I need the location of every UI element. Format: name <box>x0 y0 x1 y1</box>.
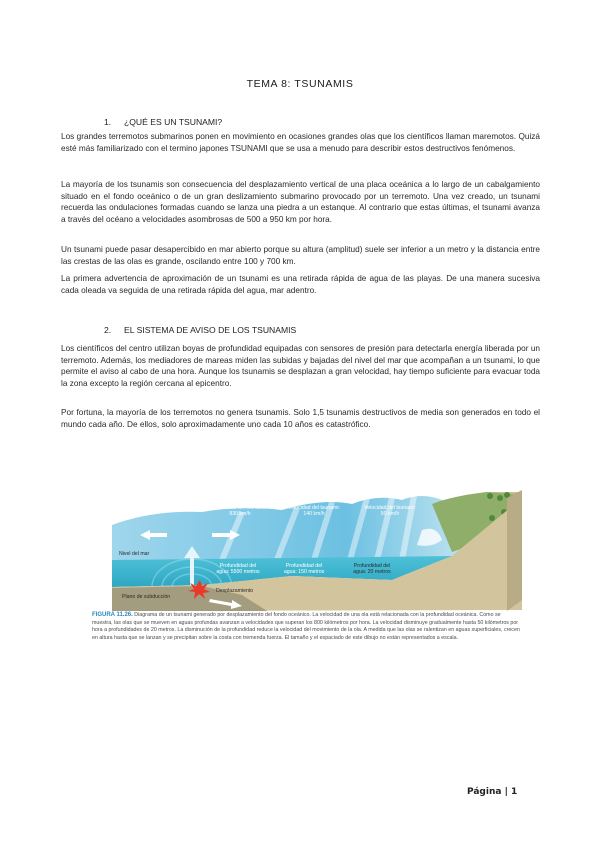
label-depth-1: Profundidad del agua: 5500 metros <box>216 563 260 575</box>
section-heading-2 <box>104 325 296 335</box>
paragraph: Un tsunami puede pasar desapercibido en mar abierto porque su altura (amplitud) suele ser inferior a un metro y la distancia entre las crestas de las olas es grande, oscilando entre 100 y 700 km. <box>61 245 540 266</box>
paragraph: La primera advertencia de aproximación de un tsunami es una retirada rápida de agua de las playas. De una manera sucesiva cada oleada va seguida de una retirada rápida del agua, mar adentro. <box>61 274 540 295</box>
tsunami-diagram <box>92 490 522 611</box>
page-title: TEMA 8: TSUNAMIS <box>246 78 354 90</box>
figure-caption-text: Diagrama de un tsunami generado por desplazamiento del fondo oceánico. La velocidad de una ola está relacionada con la profundidad oceánica. Como se muestra, las olas que se mueven en aguas profundas avanzan a velocidades que superan los 800 kilómetros por hora. La velocidad disminuye gradualmente hasta 50 kilómetros por hora a profundidades de 20 metros. La disminución de la profundidad reduce la velocidad del movimiento de la ola. A medida que las olas se ralentizan en aguas superficiales, crecen en altura hasta que se lanzan y se precipitan sobre la costa con tremenda fuerza. El tamaño y el espaciado de este dibujo no están representados a escala. <box>92 612 520 641</box>
label-speed-3: Velocidad del tsunami: 50 km/h <box>364 505 416 517</box>
section-heading-text: ¿QUÉ ES UN TSUNAMI? <box>124 117 223 127</box>
label-speed-2: Velocidad del tsunami: 140 km/h <box>288 505 340 517</box>
paragraph: Los grandes terremotos submarinos ponen en movimiento en ocasiones grandes olas que los científicos llaman maremotos. Quizá esté más familiarizado con el termino japones TSUNAMI que se usa a menudo para describir estos destructivos fenómenos. <box>61 132 540 153</box>
figure-caption <box>92 612 522 642</box>
page-number: Página | 1 <box>467 787 518 797</box>
section-heading-text: EL SISTEMA DE AVISO DE LOS TSUNAMIS <box>124 325 297 335</box>
label-depth-3: Profundidad del agua: 20 metros <box>353 563 391 575</box>
paragraph: Los científicos del centro utilizan boyas de profundidad equipadas con sensores de presión para detectarla energía liberada por un terremoto. Además, los mediadores de mareas miden las subidas y bajadas del nivel del mar que acompañan a un tsunami, lo que permite el aviso al cabo de una hora. Aunque los tsunamis se desplazan a gran velocidad, hay tiempo suficiente para evacuar toda la zona excepto la región cercana al epicentro. <box>61 344 540 388</box>
paragraph: La mayoría de los tsunamis son consecuencia del desplazamiento vertical de una placa oceánica a lo largo de un cabalgamiento situado en el fondo oceánico o de un gran deslizamiento submarino provocado por un terremoto. Una vez creado, un tsunami recuerda las ondulaciones formadas cuando se lanza una piedra a un estanque. Al contrario que estas últimas, el tsunami avanza a través del océano a velocidades asombrosas de 500 a 950 km por hora. <box>61 180 540 224</box>
section-heading-1 <box>104 117 222 127</box>
figure-caption-label: FIGURA 11.26. <box>92 612 133 618</box>
label-fault-plane: Plano de subducción <box>122 594 171 600</box>
section-number: 2. <box>104 325 112 335</box>
paragraph: Por fortuna, la mayoría de los terremotos no genera tsunamis. Solo 1,5 tsunamis destructivos de media son generados en todo el mundo cada año. De ellos, solo aproximadamente uno cada 10 años es catastrófico. <box>61 408 540 429</box>
label-displacement: Desplazamiento <box>216 588 254 594</box>
label-depth-2: Profundidad del agua: 150 metros <box>283 563 325 575</box>
label-sea-level: Nivel del mar <box>119 551 150 557</box>
section-number: 1. <box>104 117 112 127</box>
label-speed-1: Velocidad del tsunami: 830 km/h <box>214 505 266 517</box>
